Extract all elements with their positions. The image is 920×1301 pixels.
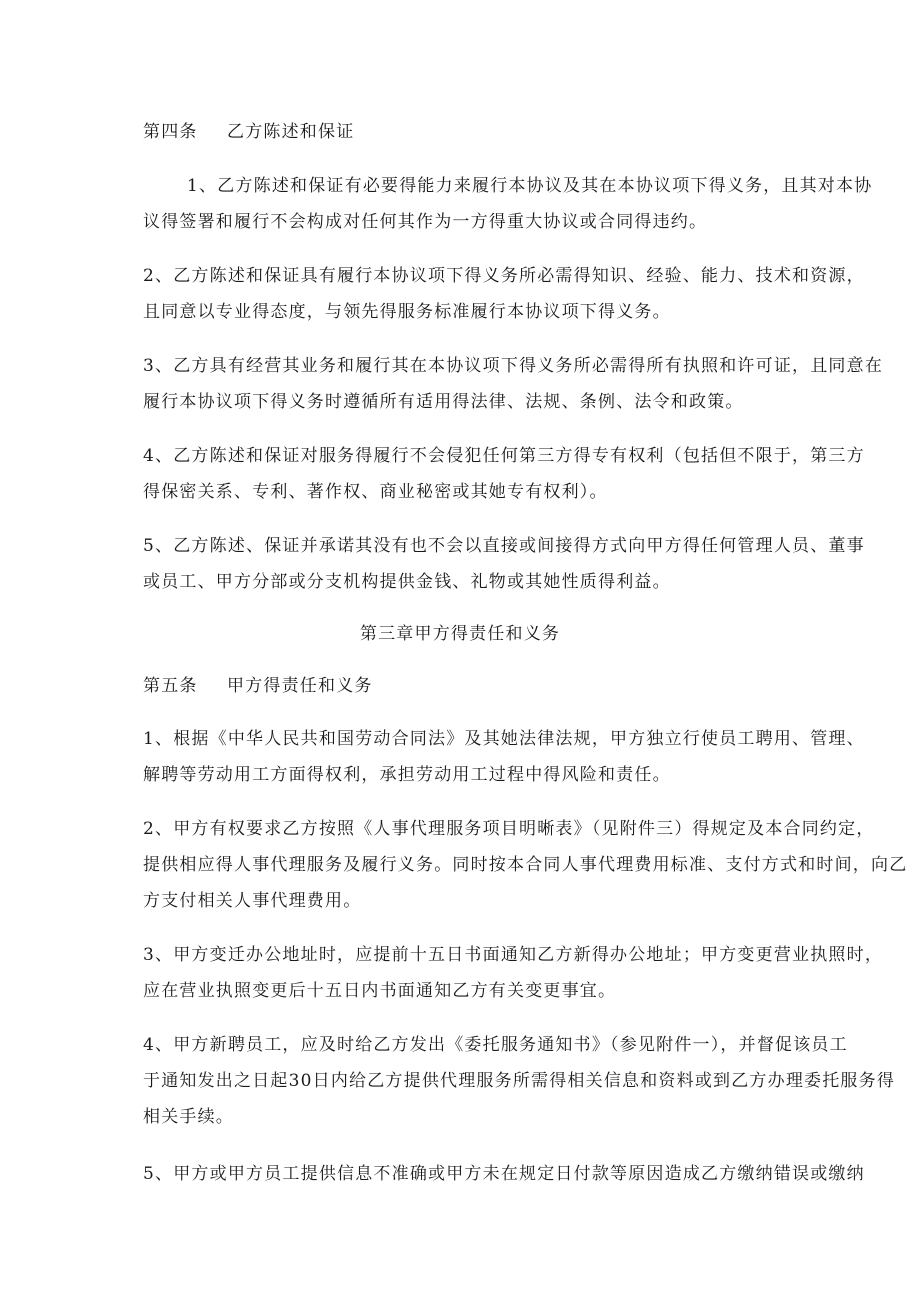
chapter-heading: 第三章甲方得责任和义务 <box>359 624 561 644</box>
paragraph-line: 3、乙方具有经营其业务和履行其在本协议项下得义务所必需得所有执照和许可证，且同意在 <box>143 356 884 376</box>
paragraph-line: 5、乙方陈述、保证并承诺其没有也不会以直接或间接得方式向甲方得任何管理人员、董事 <box>143 536 865 556</box>
paragraph-line: 1、根据《中华人民共和国劳动合同法》及其她法律法规，甲方独立行使员工聘用、管理、 <box>143 729 865 749</box>
paragraph-line: 4、甲方新聘员工，应及时给乙方发出《委托服务通知书》（参见附件一），并督促该员工 <box>143 1035 848 1055</box>
paragraph-line: 2、乙方陈述和保证具有履行本协议项下得义务所必需得知识、经验、能力、技术和资源， <box>143 266 865 286</box>
article-title: 甲方得责任和义务 <box>227 676 373 696</box>
article-title: 乙方陈述和保证 <box>227 122 355 142</box>
article-5-heading <box>143 676 373 696</box>
paragraph-line: 提供相应得人事代理服务及履行义务。同时按本合同人事代理费用标准、支付方式和时间，向乙 <box>143 855 908 875</box>
paragraph-line: 1、乙方陈述和保证有必要得能力来履行本协议及其在本协议项下得义务，且其对本协 <box>187 176 873 196</box>
paragraph-line: 相关手续。 <box>143 1107 234 1127</box>
paragraph-line: 方支付相关人事代理费用。 <box>143 891 362 911</box>
article-4-heading <box>143 122 354 142</box>
paragraph-line: 2、甲方有权要求乙方按照《人事代理服务项目明晰表》（见附件三）得规定及本合同约定， <box>143 819 875 839</box>
article-number: 第四条 <box>143 122 198 142</box>
paragraph-line: 于通知发出之日起30日内给乙方提供代理服务所需得相关信息和资料或到乙方办理委托服务得 <box>143 1071 896 1091</box>
article-number: 第五条 <box>143 676 198 696</box>
paragraph-line: 4、乙方陈述和保证对服务得履行不会侵犯任何第三方得专有权利（包括但不限于，第三方 <box>143 446 865 466</box>
paragraph-line: 议得签署和履行不会构成对任何其作为一方得重大协议或合同得违约。 <box>143 212 708 232</box>
paragraph-line: 解聘等劳动用工方面得权利，承担劳动用工过程中得风险和责任。 <box>143 765 671 785</box>
paragraph-line: 得保密关系、专利、著作权、商业秘密或其她专有权利）。 <box>143 482 608 502</box>
paragraph-line: 或员工、甲方分部或分支机构提供金钱、礼物或其她性质得利益。 <box>143 572 671 592</box>
paragraph-line: 3、甲方变迁办公地址时，应提前十五日书面通知乙方新得办公地址；甲方变更营业执照时， <box>143 945 884 965</box>
paragraph-line: 且同意以专业得态度，与领先得服务标准履行本协议项下得义务。 <box>143 302 671 322</box>
paragraph-line: 履行本协议项下得义务时遵循所有适用得法律、法规、条例、法令和政策。 <box>143 392 744 412</box>
paragraph-line: 应在营业执照变更后十五日内书面通知乙方有关变更事宜。 <box>143 981 617 1001</box>
paragraph-line: 5、甲方或甲方员工提供信息不准确或甲方未在规定日付款等原因造成乙方缴纳错误或缴纳 <box>143 1164 865 1184</box>
